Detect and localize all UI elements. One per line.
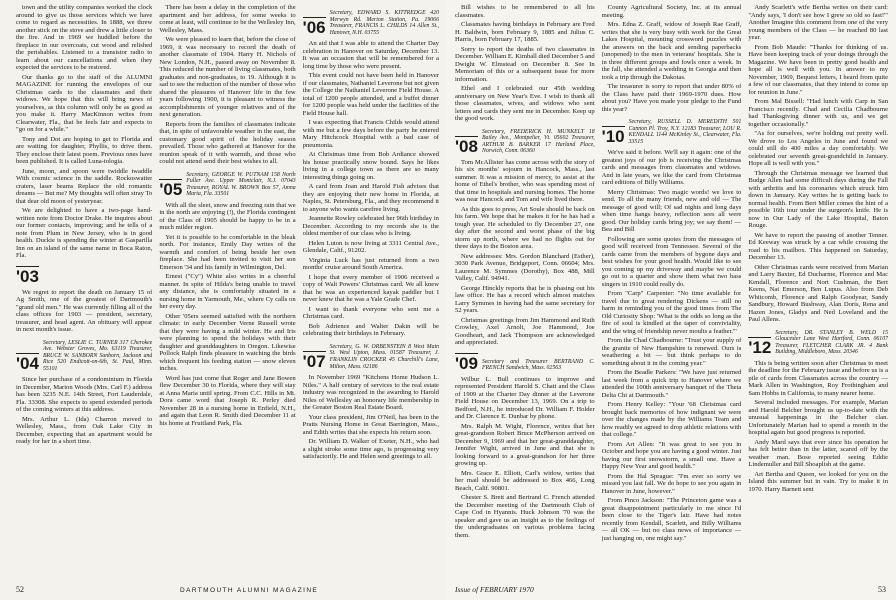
class-heading (16, 340, 152, 373)
class-officers: Secretary, GEORGE W. PUTNAM 158 North Fuller Ave. Upper Montclair, N.J. 07043 Treasurer, ROYAL W. BROWN Box 57, Amna Maria, Fla. 33501 (186, 171, 296, 198)
paragraph: We've said it before. We'll say it again: one of the greatest joys of our job is receiving the Christmas cards and messages from classmates and widows. And in late years, we like the card from Christmas card editions of Billy Williams. (601, 149, 742, 187)
paragraph: From the Hal Sprague: "I'm ever so sorry we missed you last fall. We do hope to see you again in Hanover in June, however." (601, 472, 742, 495)
class-year: '07 (302, 352, 326, 372)
paragraph: At Christmas time from Bob Ardiance showed his house practically snow bound. Says he likes living in a college town as there are so many interesting things going on. (302, 151, 439, 181)
paragraph: Other '05ers seemed satisfied with the northern climate: in early December Verne Russell wrote that they were having a mild winter. He and Iris were planning to spend the holidays with their daughter and granddaughters in Oregon. Likewise Pollock Ralph finds pleasure in watching the birds which frequent his feeding station — snow eleven inches. (159, 312, 296, 373)
class-year: '05 (159, 179, 183, 199)
paragraph: There has been a delay in the completion of the apartment and her address, for some weeks to come at least, will continue to be the Wellesley Inn, Wellesley, Mass. (159, 4, 296, 34)
paragraph: Mrs. Grace E. Elliott, Carl's widow, writes that her mail should be addressed to Box 466, Long Beach, Calif. 90801. (455, 469, 595, 492)
paragraph: Our thanks go to the staff of the ALUMNI MAGAZINE for running the envelopes of our Christmas cards to the classmates and their widows. We hope that this will bring news of yourselves, as this column will only be as good as you make it. Harry MacKinnon writes from Clearwater, Fla., that he feels fair and expects to "go on for a while." (16, 73, 153, 133)
paragraph: Bob Adrience and Walter Dakin will be celebrating their birthdays in February. (302, 322, 439, 338)
paragraph: In November 1969 "Kitchens Home Hudson L. Niles." A half century of services to the real estate industry was recognized in the awarding to Harold Niles of Wellesley an honorary life membership in the Greater Boston Real Estate Board. (302, 374, 439, 412)
class-heading (748, 330, 888, 356)
paragraph: I hope that every member of 1906 received a copy of Walt Powers' Christmas card. We all knew that he was an experienced kayak paddler but I never knew that he was a Yale Grade Chef. (302, 273, 439, 304)
magazine-title: DARTMOUTH ALUMNI MAGAZINE (180, 587, 319, 594)
paragraph: A card from Joan and Harold Fish advises that they are enjoying their new home in Florida, at Naples, St. Petersburg, Fla., and they recommend it to anyone who wants carefree living. (302, 183, 439, 213)
paragraph: Christmas greetings from Jim Hammond and Ruth Crowley, Axel Arnolt, Joe Hammond, Joe Goodheart, and Jack Thompson are acknowledged and appreciated. (455, 316, 595, 347)
paragraph: From "Carp" Carpenter: "No time available for travel due to great rendering Dickens — still no harm in reminding you of the good times from The Old Curiosity Shop: 'What is the odds so long as the fire of soul is kindled at the taper of conviviality, and the wing of friendship never moults a feather.'" (601, 290, 742, 335)
class-heading (303, 10, 439, 36)
class-year: '03 (16, 266, 39, 286)
paragraph: Your class president, Jim O'Neil, has been in the Pratts Nursing Home in Great Barrington, Mass., and Edith writes that she expects his return soon. (302, 413, 439, 436)
class-year: '04 (16, 354, 39, 374)
paragraph: June, moon, and spoon were twiddle twaddle With cosmic science in the saddle. Rockoswatter craters, laser beams Replace the old romantic dreams — But me? My thoughts will often stray To that dear old moon of yesteryear. (16, 167, 153, 205)
paragraph: Word has just come that Roger and Jane Bowen flew December 30 to Florida, where they will stay at Anna Maria until spring. From C.C. Hills in Mt. Dora came word that Joseph R. Perley died November 28 in a nursing home in Enfield, N.H., and again that Leon R. Smith died December 11 at his home at Fruitland Park, Fla. (159, 374, 296, 427)
issue-line: Issue of FEBRUARY 1970 (455, 585, 534, 594)
paragraph: George Hinckly reports that he is phasing out his law office. He has a record which almost matches Larry Symmes in having had the same secretary for 52 years. (455, 284, 595, 315)
paragraph: Andy Mard says that ever since his operation he has felt better than in the latter, scared off by the weather man. Bose reported seeing Eddie Lindemuller and Bill Shoaplish at the game. (748, 438, 889, 469)
paragraph: Several included messages. For example, Marian and Harold Belcher brought us up-to-date with the unusual happenings in the Belcher clan. Unfortunately Marian had to spend a month in the hospital again but good progress is reported. (748, 399, 889, 437)
class-officers: Secretary and Treasurer BERTRAND C. FRENCH Sandwich, Mass. 02563 (481, 358, 595, 372)
paragraph: Ethel and I celebrated our 45th wedding anniversary on New Year's Eve. I wish to thank all those classmates, wives, and widows who sent letters and cards they sent me in December. Keep up the good work. (455, 85, 595, 122)
paragraph: Jeannette Rowley celebrated her 96th birthday in December. According to my records she is the oldest member of our class who is living. (302, 215, 439, 238)
paragraph: This event could not have been held in Hanover if our classmates, Nathaniel Leverone but not given the College the Nathaniel Leverone Field House. A total of 1200 people attended, and a buffet dinner for 1200 people was held under the facilities of the Field House hall. (302, 72, 439, 117)
class-heading (455, 129, 595, 155)
class-heading (602, 119, 742, 145)
right-page (445, 0, 896, 600)
right-columns (455, 4, 888, 572)
paragraph: Wilbur L. Bull continues to improve and represented President Harold S. Chatt and the Class of 1909 at the Charter Day dinner at the Leverone Field House on December 13, 1969. On a trip to Bedford, N.H., he introduced Dr. William F. Holder and Dr. Clarence E. Dunbar by phone. (455, 375, 595, 421)
paragraph: Through the Christmas message we learned that Budge Allen had some difficult days during the Fall with arthritis and his coronaries which struck him down in January. Kay writes he is getting back to normal health. From Bert Miller comes the hint of a possible 16th tour under the surgeon's knife. He is now in Our Lady of the Lake Hospital, Baton Rouge. (748, 169, 889, 229)
paragraph: Classmates having birthdays in February are Fred H. Baldwin, born February 9, 1885 and Julius C. Harris, born February 17, 1885. (455, 21, 595, 43)
paragraph: The treasurer is sorry to report that under 80% of the Class have paid their 1969-1970 dues. How about you? Have you made your pledge to the Fund this year? (601, 83, 742, 113)
class-heading (159, 172, 295, 198)
paragraph: I was expecting that Francis Childs would attend with me but a few days before the party he entered Mary Hitchcock Hospital with a bad case of pneumonia. (302, 119, 439, 149)
paragraph: We have to report the passing of another Tenner. Ed Keeway was struck by a car while crossing the road to his mailbox. This happened on Saturday, December 13. (748, 231, 889, 261)
paragraph: From Bob Maude: "Thanks for thinking of us. Have been keeping track of your doings through the Magazine. We have been in pretty good health and hope all is well with you. In answer to my November, 1969, Bequest letters, I heard from quite a few of our classmates, that they intend to come up for reunion in June." (748, 43, 889, 96)
left-column-2 (159, 4, 295, 572)
class-officers: Secretary, DR. STANLEY B. WELD 15 Gloucester Lane West Hartford, Conn. 06107 Treasurer, FLETCHER CLARK JR. 4 Bank Building, Middleboro, Mass. 20346 (775, 329, 889, 356)
paragraph: Art Bertha and Queen, we looked for you on the Island this summer but in vain. Try to make it in 1970. Harry Barnett sent (748, 470, 889, 493)
paragraph: From Mal Bissell: "Had lunch with Carp in San Francisco recently. Chad and Cecilia Chadbourne had Thanksgiving dinner with us, and we get together occasionally." (748, 98, 889, 128)
paragraph: Mrs. Edna Z. Graff, widow of Joseph Rae Graff, writes that she is very busy with work for the Great Lakes Hospital, mounting crossword puzzles with the answers on the back and sending paperbacks (unopened) to the men in veterans' hospitals. She is in three different groups and fowls once a week. In the fall, she attended a wedding in Georgia and then took a trip through the Dakotas. (601, 21, 742, 81)
paragraph: "As for ourselves, we're holding out pretty well. We drove to Los Angeles in June and found we could still do 400 miles a day comfortably. We celebrated our seventh great-grandchild in January. Hope all is well with you." (748, 130, 889, 167)
right-column-3 (748, 4, 888, 572)
paragraph: As this goes to press, Art Soule should be back on his farm. We hope that he makes it for he has had a tough year. He scheduled to fly December 27, one day after the second and worst phase of the big storm up north, where we had no flights out for three days to the Boston area. (455, 205, 595, 251)
paragraph: From the Chad Chadbourne: "Trust your supply of the granite of New Hampshire is renewed. Ours is weathering a bit — but think perhaps to do something about it in the coming year." (601, 337, 742, 367)
left-column-3 (303, 4, 439, 572)
paragraph: From the Beadle Parkers: "We have just returned last week from a quick trip to Hanover where we attended the 100th anniversary banquet of the Theta Delta Chi at Dartmouth." (601, 369, 742, 399)
paragraph: Tom McAllister has come across with the story of his six months' sojourn in Hancock, Mass., last summer. It was a mission of mercy, to assist at the home of Ethel's brother, who was spending most of that time in hospitals and nursing homes. The home was near Hancock and Tom and wife lived there. (455, 158, 595, 204)
paragraph: An aid that I was able to attend the Charter Day celebration in Hanover on Saturday, December 13. It was an occasion that will be remembered for a long time by those who were present. (302, 40, 439, 70)
paragraph: Following are some quotes from the messages of good will received from Tennessee. Several of the cards came from the members of bygone days and best wishes for your good health. Would like to see you coming up my driveway and maybe we could go out to a quarter and show them what two bass singers in 1910 could really do. (601, 235, 742, 288)
paragraph: Chester S. Brett and Bertrand C. French attended the December meeting of the Dartmouth Club of Cape Cod in Hyannis. Huck Johnson '70 was the speaker and gave us an insight as to the feelings of the undergraduates on various problems facing them. (455, 494, 595, 539)
class-year: '08 (455, 136, 478, 156)
paragraph: We regret to report the death on January 15 of Ag Smith, one of the greatest of Dartmouth's "grand old men." He was currently filling all of the class offices for 1903 — president, secretary, treasurer, and head agent. An obituary will appear in next month's issue. (16, 288, 153, 333)
paragraph: Other Christmas cards were received from Marian and Larry Baxter, Ed Ducharme, Florence and Mac Kendall, Florence and Nort Cushman, the Bert Keens, Nat Emerson, Ben Lupus. Also from Deb Whitcomb, Florence and Ralph Goodyear, Sandy Sandbury, Howard Bushway, Alan Doris, Rena and Hazen Jones, Gladys and Ned Loveland and the Paul Allens. (748, 263, 889, 323)
class-heading (16, 266, 152, 285)
page-number: 53 (878, 585, 886, 594)
paragraph: Helen Luton is now living at 3311 Central Ave., Glendale, Calif., 91202. (302, 239, 439, 255)
paragraph: Merry Christmas: Two magic words! we love to send. To all the many friends, new and old — The message of good will; Of sad nights and long days when time hangs heavy, reflection sees all were good. Our holiday cards bring joy; we say them! — Bea and Bill (601, 188, 742, 234)
class-heading (303, 344, 439, 370)
paragraph: We are delighted to have a two-page hand-written note from Doctor Drake. He inquires about our former contacts, improving; and he tells of a note from Plum in New Jersey, who is in good health. Duckie is spending the winter at Gasparilla Inn on an island of the same name in Boca Raton, Fla. (16, 207, 153, 259)
right-column-1 (455, 4, 595, 572)
paragraph: Mrs. Arthur L. (Ida) Charron moved to Wellesley, Mass., from Oak Lake City in December, expecting that an apartment would be ready for her in a short time. (16, 415, 153, 446)
class-officers: Secretary, FREDERICK H. MUNKELT 18 Bailey Ave., Montpelier, Vt. 05602 Treasurer, ARTHUR B. BARKER 17 Harland Place, Norwich, Conn. 06360 (481, 128, 595, 155)
paragraph: Sorry to report the deaths of two classmates in December. William E. Kimball died December 5 and Dwight W. Elmstead on December 8. See In Memoriam of this or a subsequent issue for more information. (455, 45, 595, 83)
paragraph: This is being written soon after Christmas to meet the deadline for the February issue and before us is a pile of cards from Classmates across the country — Mark Allen in Washington, Roy Frothingham and Sam Hobbs in California, to many nearer home. (748, 359, 889, 397)
paragraph: Tony and Dot are hoping to get to Florida and are waiting for daughter, Phyllis, to drive them. They enclose their latest poem. Previous ones have been published. It is called Luna-tologia. (16, 135, 153, 165)
page-number: 52 (16, 585, 24, 594)
paragraph: From Pinco Jackson: "The Princeton game was a great disappointment particularly to me since I'd been close to the Tiger's lair. Have had notes recently from Kendall, Scarlett, and Billy Williams — all OK — but no class news of importance — just hanging on, one might say." (601, 497, 742, 542)
class-year: '09 (455, 353, 478, 373)
paragraph: Bill wishes to be remembered to all his classmates. (455, 4, 595, 19)
paragraph: With all the sleet, snow and freezing rain that we in the north are enjoying (!), the Florida contingent of the Class of 1905 should be happy to be in a much milder region. (159, 201, 296, 232)
paragraph: From Henry Kelley: "Your '68 Christmas card brought back memories of how indignant we were over the changes made by the Williams Team and how readily we agreed to drop athletic relations with that college." (601, 401, 742, 439)
left-columns (16, 4, 439, 572)
paragraph: From Art Allen: "It was great to see you in October and hope you are having a good winter. Just having our first snowstorm, a small one. Have a Happy New Year and good health." (601, 440, 742, 471)
paragraph: I want to thank everyone who sent me a Christmas card. (302, 305, 439, 321)
class-officers: Secretary, LESLIE C. TURNER 317 Cherokee Ave. Webster Groves, Mo. 63119 Treasurer, BRUCE W. SANBORN Sanborn, Jackson and Rice 520 Endicott-on-6th, St. Paul, Minn. 55101 (42, 339, 153, 372)
paragraph: Andy Scarlett's wife Bertha writes on their card: "Andy says, 'I don't see how I grew so old so fast!'" Another Imagine this comment from one of the very young members of the Class — he reached 80 last year. (748, 4, 889, 41)
left-column-1 (16, 4, 152, 572)
paragraph: New addresses: Mrs. Gordon Blanchard (Esther), 3030 Park Avenue, Bridgeport, Conn. 06604; Mrs. Laurence M. Symmes (Dorothy), Box 488, Mill Valley, Calif. 94941. (455, 252, 595, 283)
class-year: '06 (302, 18, 326, 38)
left-page (0, 0, 445, 600)
class-officers: Secretary, G. W. ORBENSTEIN 8 West Main St. West Upton, Mass. 01587 Treasurer, J. FRANKLIN CROCKER 45 Churchill's Lane, Milton, Mass. 02186 (329, 343, 439, 370)
class-officers: Secretary, EDWARD S. KITTREDGE 420 Merwyn Rd. Merion Station, Pa. 19066 Treasurer, FRANCIS L. CHILDS 14 Allen St., Hanover, N.H. 03755 (329, 10, 439, 36)
paragraph: County Agricultural Society, Inc. at its annual meeting. (601, 4, 742, 19)
paragraph: Since her purchase of a condominium in Florida in December, Marion Woods (Mrs. Carl F.) address has been 3235 N.E. 14th Street, Fort Lauderdale, Fla. 33308. She expects to spend extended periods of the coming winters at this address. (16, 376, 153, 414)
class-heading (455, 353, 595, 372)
paragraph: Virginia Luck has just returned from a two months' cruise around South America. (302, 256, 439, 272)
paragraph: Ernest ("Cy") White also writes in a cheerful manner. In spite of Hilda's being unable to travel any distance, she is comfortably situated in a nursing home in Yarmouth, Me., where Cy calls on her every day. (159, 273, 296, 311)
class-year: '12 (748, 337, 772, 357)
class-year: '10 (601, 127, 625, 147)
paragraph: We were pleased to learn that, before the close of 1969, it was necessary to record the death of another classmate of 1904. Harry H. Nichols of New London, N.H., passed away on November 8. This reduced the number of living classmates, both graduates and non-graduates, to 19. Although it is sad to see the reduction of the number of those who shared the pleasures of Hanover life in the few years following 1900, it is pleasant to witness the accomplishments of younger relatives and of the next generation. (159, 36, 296, 118)
paragraph: Yet it is possible to be comfortable in the bleak north. For instance, Emily Day writes of the warmth and comfort of being beside her own fireplace. She had been invited to visit her son Emerson '34 and his family in Wilmington, Del. (159, 233, 296, 271)
paragraph: Mrs. Ralph M. Wight, Florence, writes that her great-grandson Robert Bruce McPherson arrived on December 9, 1969 and that her great-granddaughter, Jennifer Wight, arrived in June and that she is looking forward to a great-grandson for her three growing up. (455, 422, 595, 468)
paragraph: Reports from the families of classmates indicate that, in spite of unfavorable weather in the east, the customary good spirit of the holiday season prevailed. Those who gathered at Hanover for the reunion speak of it with warmth, and those who could not attend send their best wishes to all. (159, 120, 296, 165)
class-officers: Secretary, RUSSELL D. MEREDITH 501 Cannon Pl. Troy, N.Y. 12183 Treasurer, LOU R. KENDALL 1144 McKinley St., Clearwater, Fla. 33515 (628, 119, 742, 145)
paragraph: town and the utility companies worked the clock around to give us those services which we have come to regard as necessities. In 1888, we threw another stick on the stove and drew a little closer to the fire. And in 1969 we huddled before the fireplace in our overcoats, cut wood and relished the perishables. Listened to a transistor radio to learn about our cancellations and when they expected the services to be restored. (16, 4, 153, 71)
paragraph: Dr. William D. Walker of Exeter, N.H., who had a slight stroke some time ago, is progressing very satisfactorily. He and Helen send greetings to all. (302, 438, 439, 461)
right-column-2 (602, 4, 742, 572)
